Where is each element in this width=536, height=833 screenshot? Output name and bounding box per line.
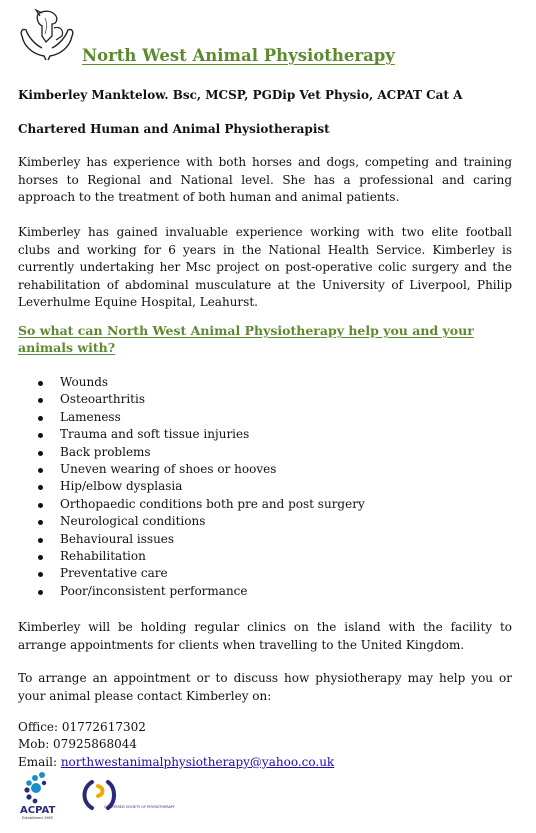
list-item: Back problems [38,444,365,461]
list-item: Orthopaedic conditions both pre and post surgery [38,496,365,513]
experience-paragraph: Kimberley has experience with both horses and dogs, competing and training horses to Regional and National level. She has a professional and caring approach to the treatment of both human and animal patients. [18,155,512,205]
email-link[interactable]: northwestanimalphysiotherapy@yahoo.co.uk [60,754,335,769]
practitioner-name: Kimberley Manktelow. Bsc, MCSP, PGDip Vet Physio, ACPAT Cat A [18,88,463,102]
practitioner-role: Chartered Human and Animal Physiotherapist [18,122,330,136]
list-item: Behavioural issues [38,531,365,548]
acpat-wordmark: ACPAT [20,805,56,816]
list-item: Neurological conditions [38,513,365,530]
services-list [38,374,365,600]
contact-details [18,719,334,771]
office-phone: Office: 01772617302 [18,720,146,734]
list-item: Lameness [38,409,365,426]
list-item: Wounds [38,374,365,391]
acpat-logo [18,770,72,820]
csp-wordmark: CHARTERED SOCIETY OF PHYSIOTHERAPY [104,805,175,809]
list-item: Hip/elbow dysplasia [38,478,365,495]
page-title: North West Animal Physiotherapy [82,46,395,65]
list-item: Osteoarthritis [38,391,365,408]
clinics-paragraph: Kimberley will be holding regular clinics on the island with the facility to arrange appointments for clients when travelling to the United Kingdom. [18,620,512,652]
list-item: Uneven wearing of shoes or hooves [38,461,365,478]
list-item: Preventative care [38,565,365,582]
csp-logo [78,774,175,818]
services-heading: So what can North West Animal Physiotherapy help you and your animals with? [18,323,474,355]
list-item: Trauma and soft tissue injuries [38,426,365,443]
email-label: Email: [18,754,61,769]
list-item: Rehabilitation [38,548,365,565]
background-paragraph: Kimberley has gained invaluable experience working with two elite football clubs and working for 6 years in the National Health Service. Kimberley is currently undertaking her Msc project on post-operative colic surgery and the rehabilitation of abdominal musculature at the University of Liverpool, Philip Leverhulme Equine Hospital, Leahurst. [18,225,512,310]
list-item: Poor/inconsistent performance [38,583,365,600]
arrange-paragraph: To arrange an appointment or to discuss how physiotherapy may help you or your animal please contact Kimberley on: [18,671,512,703]
acpat-tagline: Established 1985 [22,816,53,820]
mobile-phone: Mob: 07925868044 [18,737,138,752]
hands-holding-horse-and-dog-logo [16,6,78,62]
email-line [18,754,334,771]
